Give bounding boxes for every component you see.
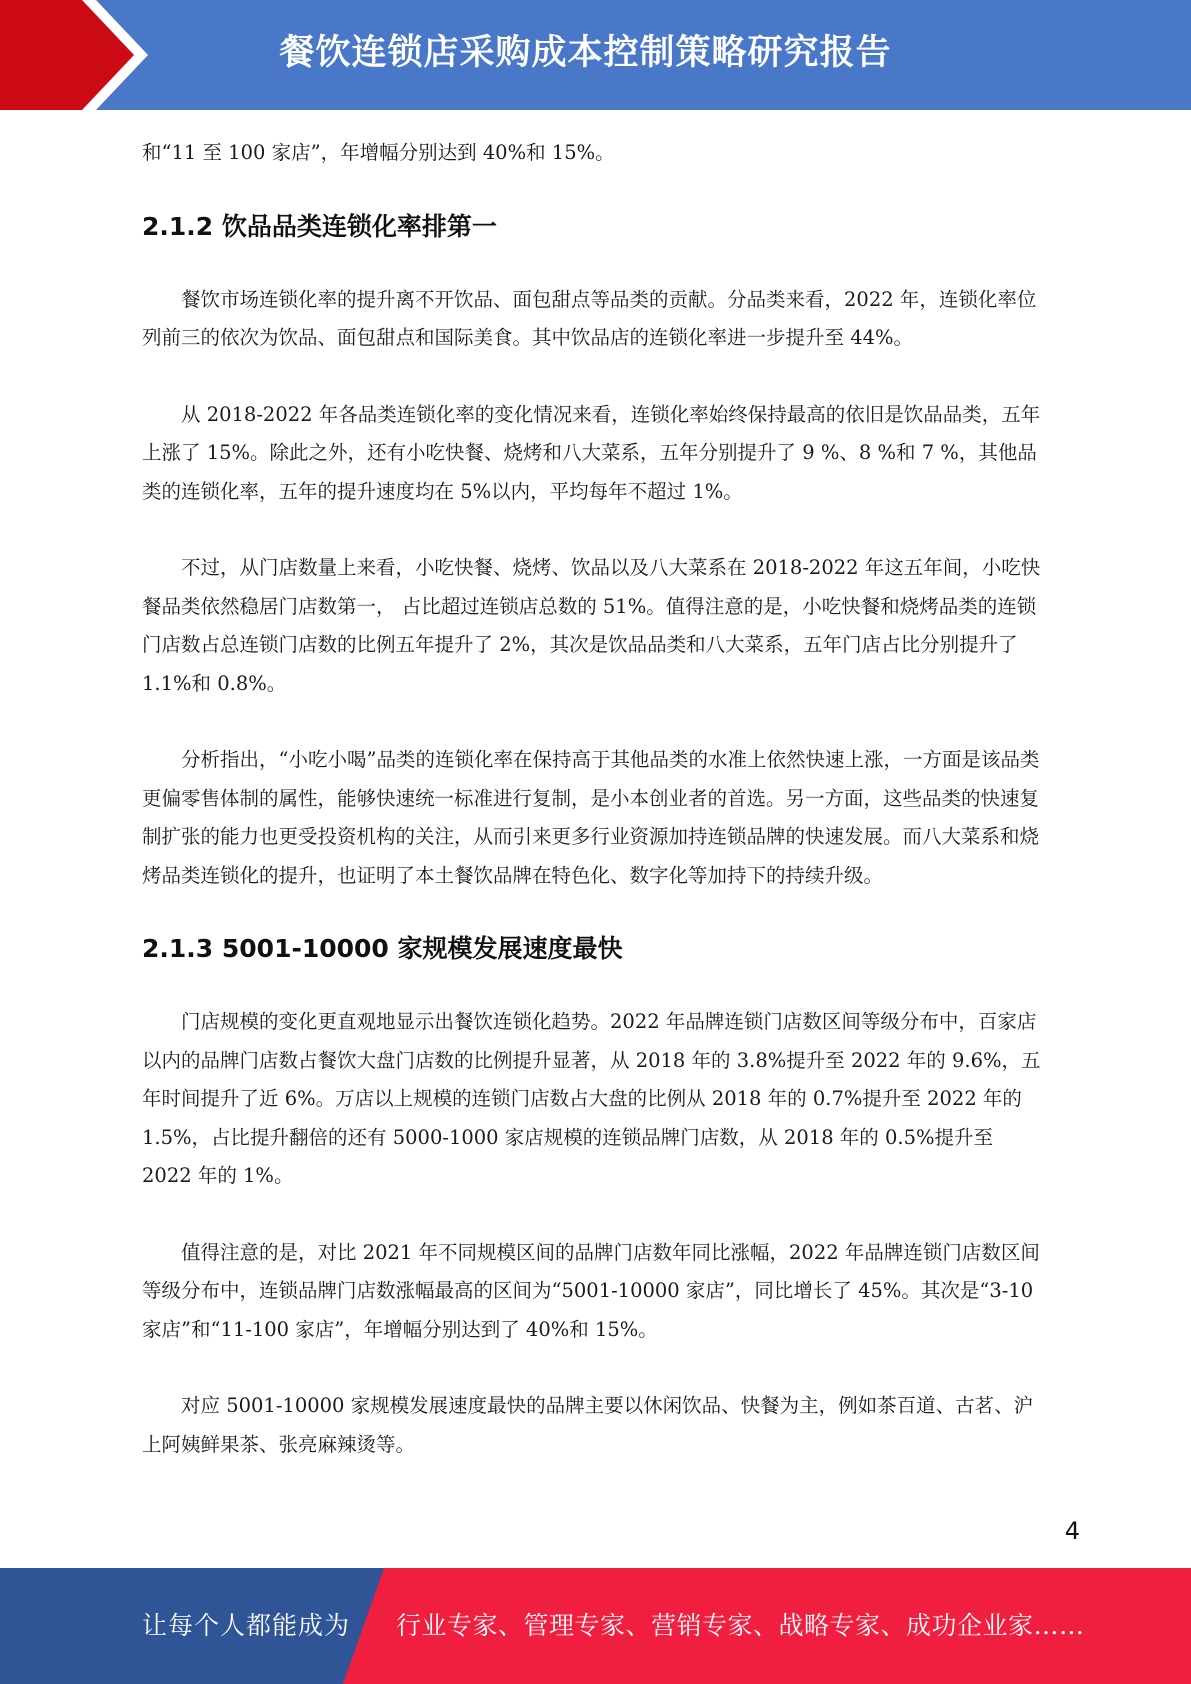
paragraph: 分析指出，“小吃小喝”品类的连锁化率在保持高于其他品类的水准上依然快速上涨，一方面是该品类更偏零售体制的属性，能够快速统一标准进行复制，是小本创业者的首选。另一方面，这些品类的快速复制扩张的能力也更受投资机构的关注，从而引来更多行业资源加持连锁品牌的快速发展。而八大菜系和烧烤品类连锁化的提升，也证明了本土餐饮品牌在特色化、数字化等加持下的持续升级。 [142, 748, 1040, 887]
page-footer [0, 1568, 1191, 1684]
paragraph: 门店规模的变化更直观地显示出餐饮连锁化趋势。2022 年品牌连锁门店数区间等级分布中，百家店以内的品牌门店数占餐饮大盘门店数的比例提升显著，从 2018 年的 3.8%提升至 2022 年的 9.6%，五年时间提升了近 6%。万店以上规模的连锁门店数占大盘的比例从 2018 年的 0.7%提升至 2022 年的 1.5%，占比提升翻倍的还有 5000-1000 家店规模的连锁品牌门店数，从 2018 年的 0.5%提升至 2022 年的 1%。 [142, 1010, 1041, 1187]
paragraph: 餐饮市场连锁化率的提升离不开饮品、面包甜点等品类的贡献。分品类来看，2022 年，连锁化率位列前三的依次为饮品、面包甜点和国际美食。其中饮品店的连锁化率进一步提升至 44%。 [142, 287, 1037, 349]
page-header [0, 0, 1191, 110]
section-heading-2-1-2: 2.1.2 饮品品类连锁化率排第一 [142, 211, 497, 241]
paragraph: 从 2018-2022 年各品类连锁化率的变化情况来看，连锁化率始终保持最高的依旧是饮品品类，五年上涨了 15%。除此之外，还有小吃快餐、烧烤和八大菜系，五年分别提升了 9 %、8 %和 7 %，其他品类的连锁化率，五年的提升速度均在 5%以内，平均每年不超过 1%。 [142, 402, 1041, 503]
section-heading-2-1-3: 2.1.3 5001-10000 家规模发展速度最快 [142, 934, 623, 963]
footer-slogan-left: 让每个人都能成为 [142, 1611, 351, 1640]
intro-line: 和“11 至 100 家店”，年增幅分别达到 40%和 15%。 [142, 141, 615, 164]
footer-slogan-right: 行业专家、管理专家、营销专家、战略专家、成功企业家…… [396, 1611, 1085, 1640]
paragraph: 对应 5001-10000 家规模发展速度最快的品牌主要以休闲饮品、快餐为主，例如茶百道、古茗、沪上阿姨鲜果茶、张亮麻辣烫等。 [142, 1394, 1034, 1456]
document-title: 餐饮连锁店采购成本控制策略研究报告 [279, 33, 892, 73]
page-number: 4 [1064, 1517, 1080, 1545]
paragraph: 值得注意的是，对比 2021 年不同规模区间的品牌门店数年同比涨幅，2022 年品牌连锁门店数区间等级分布中，连锁品牌门店数涨幅最高的区间为“5001-10000 家店”，同比增长了 45%。其次是“3-10 家店”和“11-100 家店”，年增幅分别达到了 40%和 15%。 [142, 1240, 1040, 1341]
document-body [142, 134, 1047, 1464]
paragraph: 不过，从门店数量上来看，小吃快餐、烧烤、饮品以及八大菜系在 2018-2022 年这五年间，小吃快餐品类依然稳居门店数第一， 占比超过连锁店总数的 51%。值得注意的是，小吃快餐和烧烤品类的连锁门店数占总连锁门店数的比例五年提升了 2%，其次是饮品品类和八大菜系，五年门店占比分别提升了 1.1%和 0.8%。 [142, 556, 1041, 695]
